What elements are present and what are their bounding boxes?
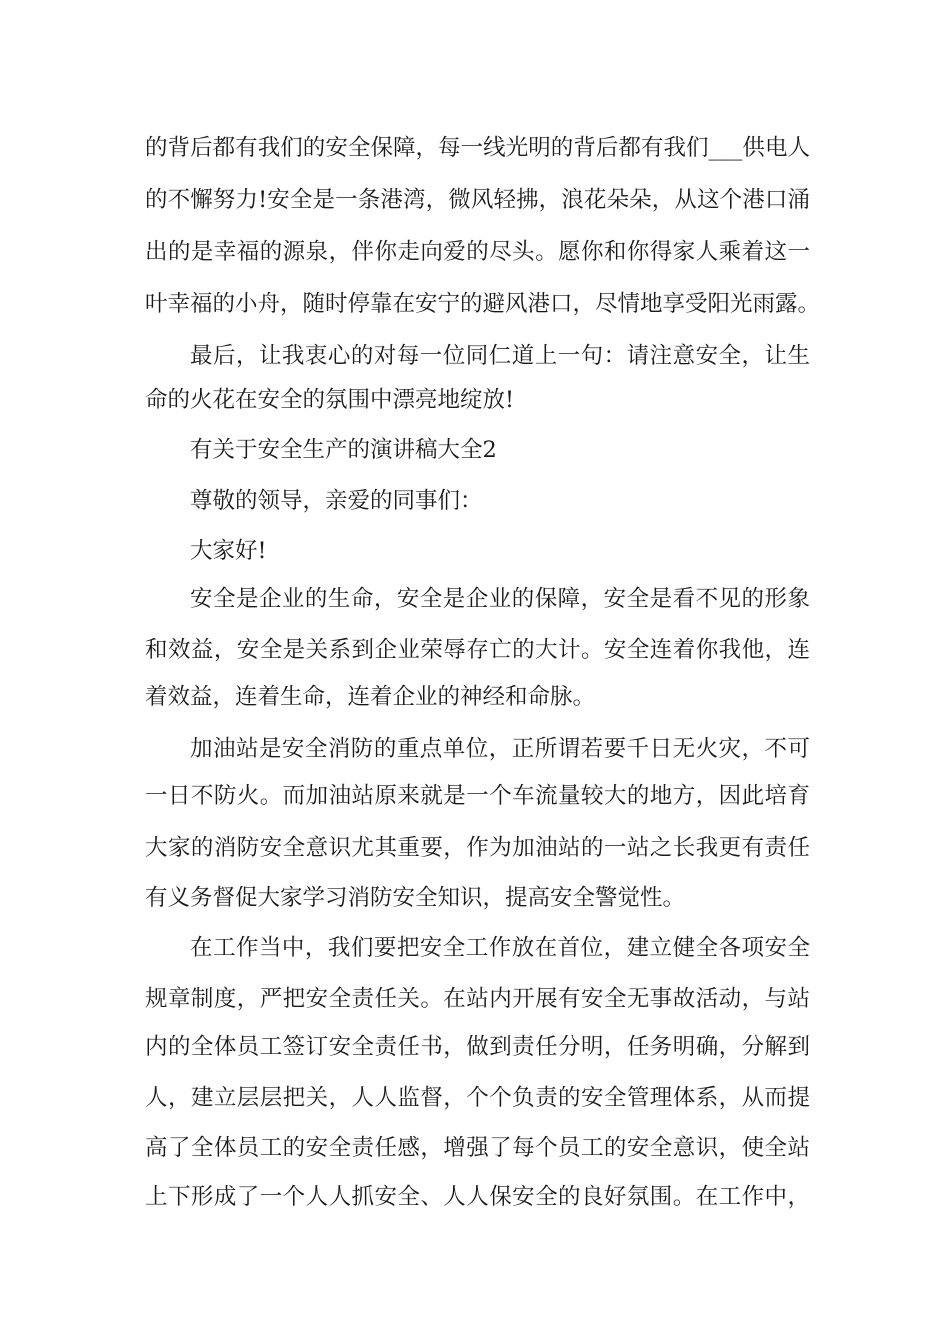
text-line: 上下形成了一个人人抓安全、人人保安全的良好氛围。在工作中， bbox=[145, 1184, 810, 1210]
text-line: 出的是幸福的源泉，伴你走向爱的尽头。愿你和你得家人乘着这一 bbox=[145, 239, 810, 265]
text-line: 叶幸福的小舟，随时停靠在安宁的避风港口，尽情地享受阳光雨露。 bbox=[145, 291, 821, 317]
text-line: 高了全体员工的安全责任感，增强了每个员工的安全意识，使全站 bbox=[145, 1135, 810, 1161]
text-line: 命的火花在安全的氛围中漂亮地绽放! bbox=[145, 387, 515, 413]
text-line: 最后，让我衷心的对每一位同仁道上一句：请注意安全，让生 bbox=[190, 343, 810, 369]
salutation: 尊敬的领导，亲爱的同事们： bbox=[190, 488, 483, 514]
text-line: 内的全体员工签订安全责任书，做到责任分明，任务明确，分解到 bbox=[145, 1034, 810, 1060]
text-line: 着效益，连着生命，连着企业的神经和命脉。 bbox=[145, 684, 596, 710]
text-line: 安全是企业的生命，安全是企业的保障，安全是看不见的形象 bbox=[190, 586, 810, 612]
text-line: 和效益，安全是关系到企业荣辱存亡的大计。安全连着你我他，连 bbox=[145, 637, 810, 663]
section-heading: 有关于安全生产的演讲稿大全2 bbox=[190, 437, 497, 463]
text-line: 人，建立层层把关，人人监督，个个负责的安全管理体系，从而提 bbox=[145, 1085, 810, 1111]
text-line: 一日不防火。而加油站原来就是一个车流量较大的地方，因此培育 bbox=[145, 783, 810, 809]
text-line: 规章制度，严把安全责任关。在站内开展有安全无事故活动，与站 bbox=[145, 986, 810, 1012]
greeting: 大家好! bbox=[190, 538, 267, 564]
text-line: 的背后都有我们的安全保障，每一线光明的背后都有我们___供电人 bbox=[145, 135, 810, 161]
text-line: 加油站是安全消防的重点单位，正所谓若要千日无火灾，不可 bbox=[190, 736, 810, 762]
text-line: 在工作当中，我们要把安全工作放在首位，建立健全各项安全 bbox=[190, 935, 810, 961]
text-line: 大家的消防安全意识尤其重要，作为加油站的一站之长我更有责任 bbox=[145, 835, 810, 861]
text-line: 有义务督促大家学习消防安全知识，提高安全警觉性。 bbox=[145, 885, 686, 911]
text-line: 的不懈努力!安全是一条港湾，微风轻拂，浪花朵朵，从这个港口涌 bbox=[145, 187, 810, 213]
